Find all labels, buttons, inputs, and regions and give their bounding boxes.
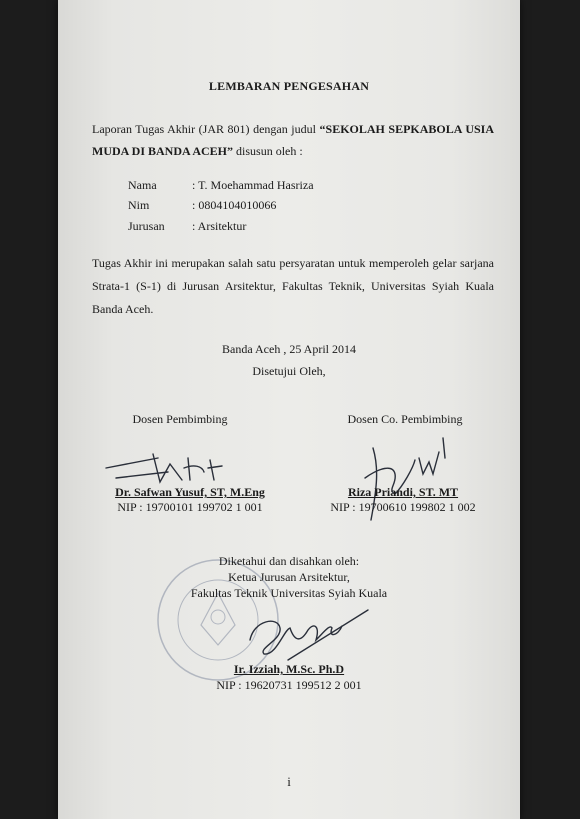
field-value: : 0804104010066 xyxy=(192,198,277,212)
co-supervisor-name: Riza Priandi, ST. MT xyxy=(347,485,459,499)
field-value: : Arsitektur xyxy=(192,219,247,233)
intro-paragraph xyxy=(92,118,494,162)
acknowledged-line1: Diketahui dan disahkan oleh: xyxy=(218,554,360,568)
acknowledged-line2: Ketua Jurusan Arsitektur, xyxy=(228,570,350,584)
document-title: LEMBARAN PENGESAHAN xyxy=(208,79,370,93)
place-date: Banda Aceh , 25 April 2014 xyxy=(222,342,356,356)
acknowledged-line3: Fakultas Teknik Universitas Syiah Kuala xyxy=(190,586,388,600)
field-value: : T. Moehammad Hasriza xyxy=(192,178,314,192)
field-jurusan xyxy=(128,219,246,234)
field-nim xyxy=(128,198,276,213)
approved-by: Disetujui Oleh, xyxy=(252,364,326,378)
field-label: Jurusan xyxy=(128,219,165,233)
requirement-paragraph: Tugas Akhir ini merupakan salah satu persyaratan untuk memperoleh gelar sarjana Strata-1 (S-1) di Jurusan Arsitektur, Fakultas Teknik, Universitas Syiah Kuala Banda Aceh. xyxy=(92,256,494,316)
page-number: i xyxy=(287,774,291,789)
head-name: Ir. Izziah, M.Sc. Ph.D xyxy=(233,662,345,676)
field-nama xyxy=(128,178,314,193)
intro-prefix: Laporan Tugas Akhir (JAR 801) dengan judul xyxy=(92,122,320,136)
head-nip: NIP : 19620731 199512 2 001 xyxy=(216,678,362,692)
field-label: Nama xyxy=(128,178,157,192)
head-signature xyxy=(228,600,378,670)
supervisor-role: Dosen Pembimbing xyxy=(132,412,228,426)
field-label: Nim xyxy=(128,198,150,212)
supervisor-name: Dr. Safwan Yusuf, ST, M.Eng xyxy=(115,485,265,499)
project-title: “SEKOLAH SEPKABOLA USIA MUDA DI BANDA ACEH” xyxy=(92,122,494,158)
supervisor-signature xyxy=(98,446,268,490)
supervisor-nip: NIP : 19700101 199702 1 001 xyxy=(117,500,263,514)
co-supervisor-role: Dosen Co. Pembimbing xyxy=(347,412,463,426)
co-supervisor-nip: NIP : 19700610 199802 1 002 xyxy=(330,500,476,514)
intro-suffix: disusun oleh : xyxy=(233,144,303,158)
document-page xyxy=(58,0,520,819)
